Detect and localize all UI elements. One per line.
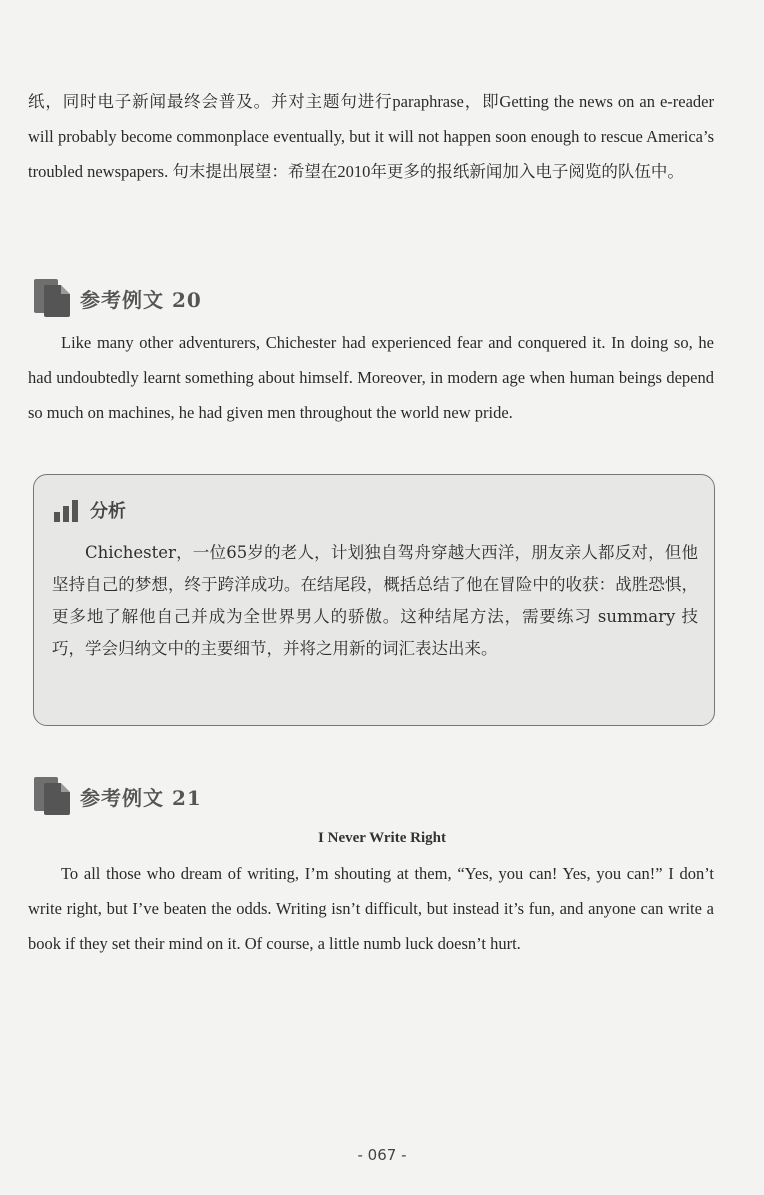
analysis-body: Chichester，一位65岁的老人，计划独自驾舟穿越大西洋，朋友亲人都反对，但他坚持自己的梦想，终于跨洋成功。在结尾段，概括总结了他在冒险中的收获：战胜恐惧，更多地了解他自己并成为全世界男人的骄傲。这种结尾方法，需要练习 summary 技巧，学会归纳文中的主要细节，并将之用新的词汇表达出来。: [52, 543, 698, 658]
page-number: - 067 -: [357, 1146, 407, 1164]
section-21-title: 参考例文 21: [80, 785, 202, 810]
section-20-heading: [34, 278, 202, 318]
document-icon: [34, 777, 70, 815]
top-paragraph: 纸，同时电子新闻最终会普及。并对主题句进行paraphrase，即Getting the news on an e-reader will probably become commonplace eventually, but it will not happen soon enough to rescue America’s troubled newspapers. 句末提出展望：希望在2010年更多的报纸新闻加入电子阅览的队伍中。: [28, 92, 714, 181]
document-icon: [34, 279, 70, 317]
section-20-body: Like many other adventurers, Chichester had experienced fear and conquered it. In doing so, he had undoubtedly learnt something about himself. Moreover, in modern age when human beings depend so much on machines, he had given men throughout the world new pride.: [28, 333, 714, 422]
analysis-box: [33, 474, 715, 726]
section-21-body: To all those who dream of writing, I’m shouting at them, “Yes, you can! Yes, you can!” I don’t write right, but I’ve beaten the odds. Writing isn’t difficult, but instead it’s fun, and anyone can write a book if they set their mind on it. Of course, a little numb luck doesn’t hurt.: [28, 864, 714, 953]
section-20-title: 参考例文 20: [80, 287, 202, 312]
bar-chart-icon: [52, 498, 82, 522]
analysis-title: 分析: [90, 501, 126, 522]
essay-title: I Never Write Right: [318, 830, 446, 846]
analysis-heading: [52, 497, 126, 523]
section-21-heading: [34, 776, 202, 816]
